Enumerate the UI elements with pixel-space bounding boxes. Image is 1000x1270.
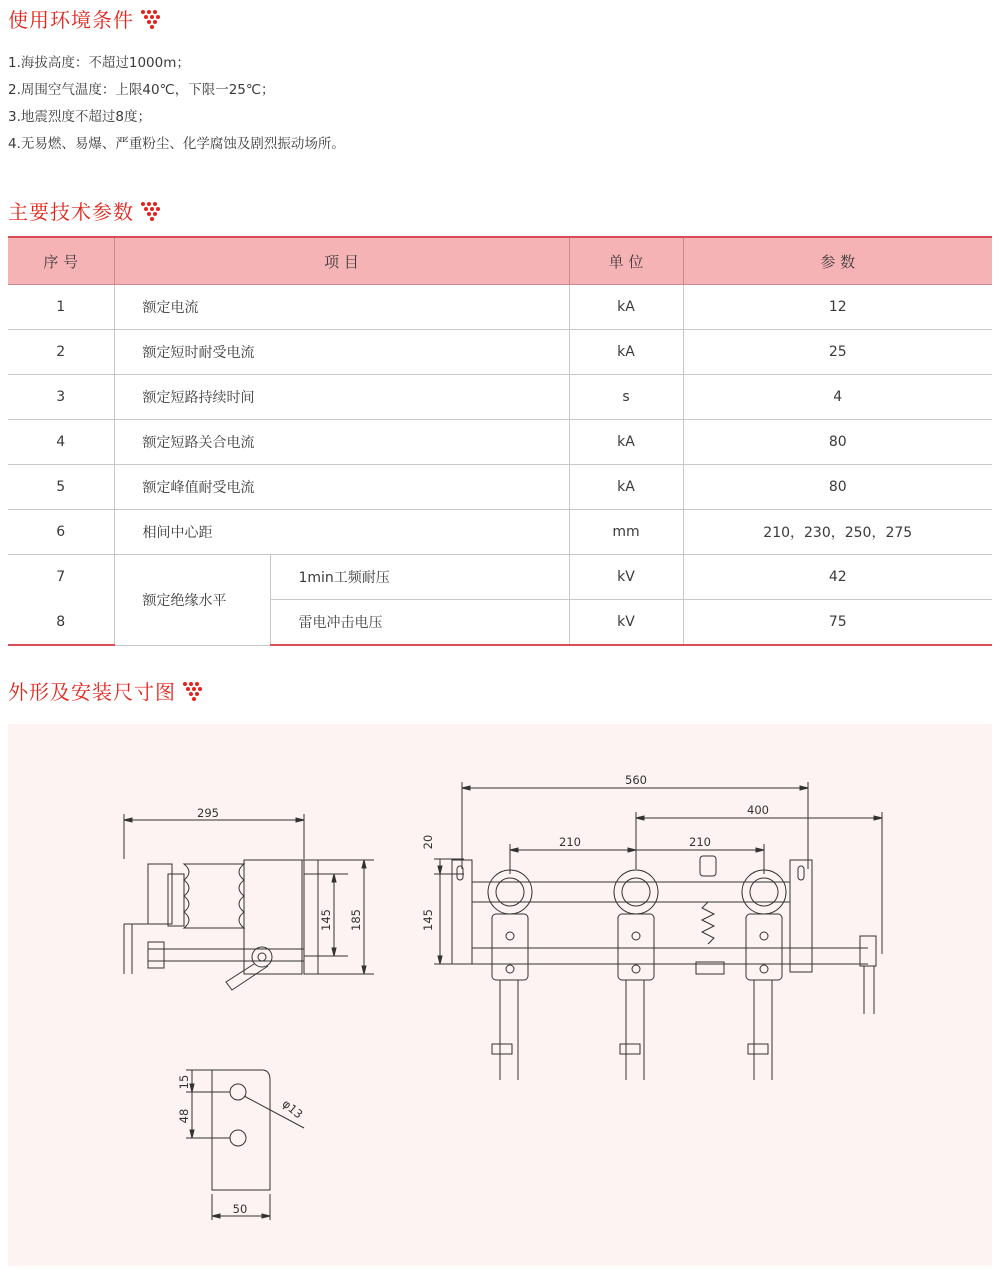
cell-unit: kA bbox=[569, 420, 683, 465]
cell-group-item: 额定绝缘水平 bbox=[114, 555, 270, 646]
dim-front-400: 400 bbox=[747, 803, 769, 817]
dim-side-h2: 185 bbox=[349, 909, 363, 931]
condition-item: 3.地震烈度不超过8度； bbox=[8, 109, 151, 125]
mounting-plate bbox=[186, 1070, 304, 1220]
cell-value: 210，230，250，275 bbox=[683, 510, 992, 555]
dim-front-210b: 210 bbox=[689, 835, 711, 849]
cell-value: 12 bbox=[683, 285, 992, 330]
dim-side-width: 295 bbox=[197, 806, 219, 820]
cell-unit: kV bbox=[569, 555, 683, 600]
cell-unit: mm bbox=[569, 510, 683, 555]
cell-unit: kA bbox=[569, 285, 683, 330]
cell-value: 75 bbox=[683, 600, 992, 646]
dim-plate-48: 48 bbox=[177, 1108, 191, 1124]
table-row bbox=[8, 555, 992, 600]
cell-item: 额定峰值耐受电流 bbox=[114, 465, 569, 510]
cell-no: 7 bbox=[56, 569, 66, 586]
front-view bbox=[434, 782, 882, 1080]
cell-value: 25 bbox=[683, 330, 992, 375]
cell-sub-item: 1min工频耐压 bbox=[270, 555, 569, 600]
cell-unit: kA bbox=[569, 465, 683, 510]
dim-front-total: 560 bbox=[625, 773, 647, 787]
table-row bbox=[8, 465, 992, 510]
table-header-row bbox=[8, 237, 992, 285]
section-title-drawing bbox=[8, 676, 206, 705]
table-row bbox=[8, 510, 992, 555]
cell-item: 额定短路关合电流 bbox=[114, 420, 569, 465]
condition-item: 1.海拔高度：不超过1000m； bbox=[8, 55, 190, 71]
section-title-text: 使用环境条件 bbox=[8, 8, 134, 32]
cell-item: 额定短时耐受电流 bbox=[114, 330, 569, 375]
cell-item: 额定短路持续时间 bbox=[114, 375, 569, 420]
cell-value: 42 bbox=[683, 555, 992, 600]
header-item: 项 目 bbox=[114, 237, 569, 285]
dim-plate-50: 50 bbox=[232, 1202, 248, 1216]
dim-plate-15: 15 bbox=[177, 1074, 191, 1090]
dim-front-20: 20 bbox=[421, 834, 435, 850]
cell-no: 3 bbox=[8, 375, 114, 420]
table-row bbox=[8, 330, 992, 375]
table-row bbox=[8, 420, 992, 465]
cell-unit: s bbox=[569, 375, 683, 420]
cell-value: 80 bbox=[683, 465, 992, 510]
dots-decoration-icon bbox=[140, 201, 164, 221]
cell-value: 4 bbox=[683, 375, 992, 420]
header-unit: 单 位 bbox=[569, 237, 683, 285]
conditions-list bbox=[8, 50, 345, 158]
cell-no: 1 bbox=[8, 285, 114, 330]
cell-no: 2 bbox=[8, 330, 114, 375]
dim-front-210a: 210 bbox=[559, 835, 581, 849]
dots-decoration-icon bbox=[182, 681, 206, 701]
cell-unit: kV bbox=[569, 600, 683, 646]
cell-no: 6 bbox=[8, 510, 114, 555]
cell-value: 80 bbox=[683, 420, 992, 465]
header-no: 序 号 bbox=[8, 237, 114, 285]
header-value: 参 数 bbox=[683, 237, 992, 285]
drawing-area bbox=[8, 724, 992, 1266]
condition-item: 4.无易燃、易爆、严重粉尘、化学腐蚀及剧烈振动场所。 bbox=[8, 136, 345, 152]
dim-front-145: 145 bbox=[421, 909, 435, 931]
section-title-params bbox=[8, 196, 164, 225]
condition-item: 2.周围空气温度：上限40℃，下限一25℃； bbox=[8, 82, 275, 98]
dim-side-h1: 145 bbox=[319, 909, 333, 931]
cell-unit: kA bbox=[569, 330, 683, 375]
dots-decoration-icon bbox=[140, 9, 164, 29]
table-row bbox=[8, 375, 992, 420]
section-title-conditions bbox=[8, 4, 164, 33]
spec-table bbox=[8, 236, 992, 646]
cell-sub-item: 雷电冲击电压 bbox=[270, 600, 569, 646]
cell-no: 4 bbox=[8, 420, 114, 465]
dim-plate-hole: φ13 bbox=[279, 1096, 306, 1122]
table-row bbox=[8, 285, 992, 330]
cell-item: 额定电流 bbox=[114, 285, 569, 330]
dimension-drawing bbox=[8, 724, 992, 1266]
section-title-text: 外形及安装尺寸图 bbox=[8, 680, 176, 704]
section-title-text: 主要技术参数 bbox=[8, 200, 134, 224]
cell-no: 5 bbox=[8, 465, 114, 510]
cell-no: 8 bbox=[8, 600, 114, 646]
cell-item: 相间中心距 bbox=[114, 510, 569, 555]
side-view bbox=[124, 814, 374, 990]
